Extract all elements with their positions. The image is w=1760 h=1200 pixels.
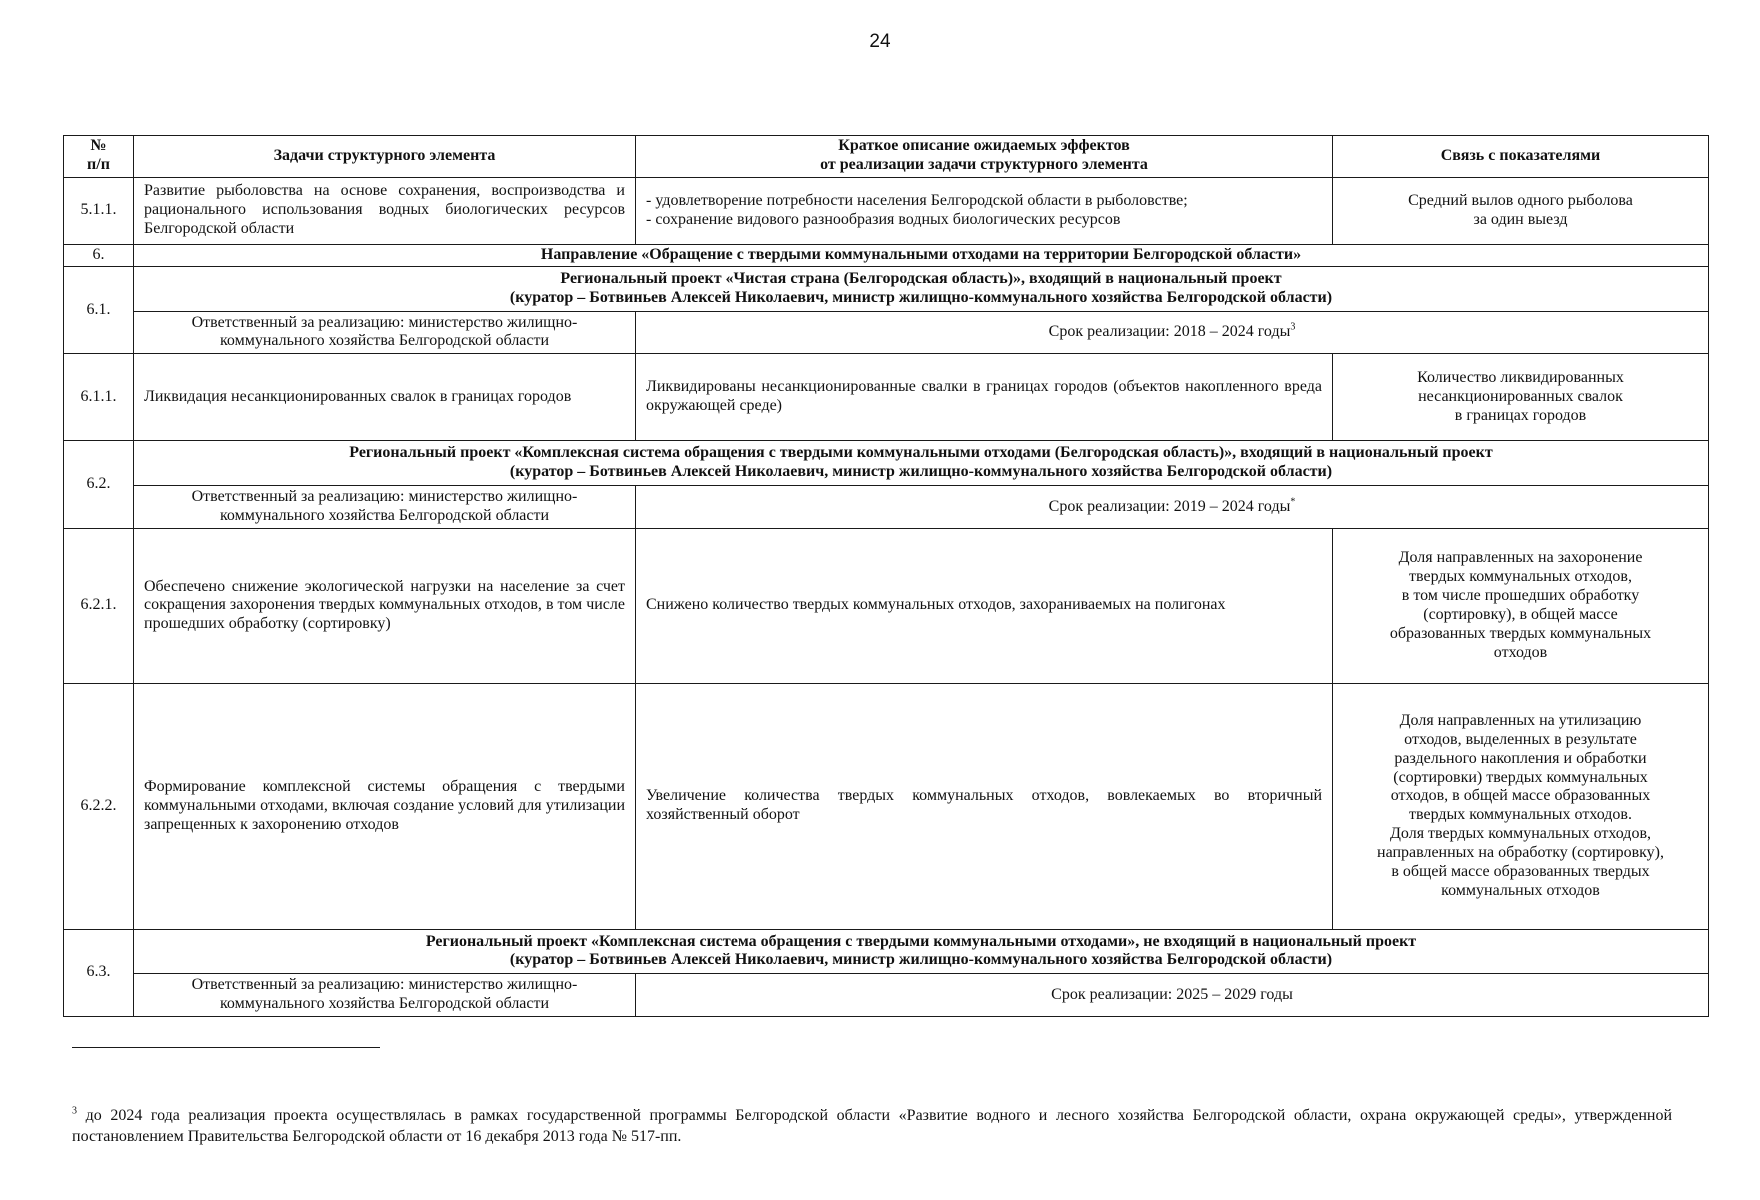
header-effects: Краткое описание ожидаемых эффектов от реализации задачи структурного элемента: [636, 136, 1333, 178]
project-title-row: [64, 929, 1709, 974]
task-cell: Ликвидация несанкционированных свалок в границах городов: [134, 354, 636, 441]
project-meta-row: [64, 974, 1709, 1017]
task-cell: Развитие рыболовства на основе сохранения, воспроизводства и рационального использования водных биологических ресурсов Белгородской области: [134, 177, 636, 244]
indicator-cell: Количество ликвидированных несанкционированных свалок в границах городов: [1333, 354, 1709, 441]
table-row: [64, 177, 1709, 244]
responsible-cell: Ответственный за реализацию: министерство жилищно- коммунального хозяйства Белгородской области: [134, 486, 636, 529]
term-cell: Срок реализации: 2018 – 2024 годы$^3$: [636, 311, 1709, 354]
effect-cell: Снижено количество твердых коммунальных отходов, захораниваемых на полигонах: [636, 528, 1333, 683]
effect-cell: Ликвидированы несанкционированные свалки в границах городов (объектов накопленного вреда окружающей среде): [636, 354, 1333, 441]
header-indicators: Связь с показателями: [1333, 136, 1709, 178]
row-number: 6.2.: [64, 441, 134, 528]
project-title: Региональный проект «Чистая страна (Белгородская область)», входящий в национальный проект (куратор – Ботвиньев Алексей Николаевич, министр жилищно-коммунального хозяйства Белгородской области): [134, 266, 1709, 311]
effect-cell: - удовлетворение потребности населения Белгородской области в рыболовстве; - сохранение видового разнообразия водных биологических ресурсов: [636, 177, 1333, 244]
footnote-divider: [72, 1047, 380, 1048]
project-title: Региональный проект «Комплексная система обращения с твердыми коммунальными отходами», не входящий в национальный проект (куратор – Ботвиньев Алексей Николаевич, министр жилищно-коммунального хозяйства Белгородской области): [134, 929, 1709, 974]
row-number: 6.: [64, 244, 134, 266]
direction-title: Направление «Обращение с твердыми коммунальными отходами на территории Белгородской области»: [134, 244, 1709, 266]
table-row: [64, 528, 1709, 683]
row-number: 6.2.2.: [64, 684, 134, 930]
project-title-row: [64, 441, 1709, 486]
row-number: 6.1.: [64, 266, 134, 353]
direction-row: [64, 244, 1709, 266]
header-number: № п/п: [64, 136, 134, 178]
project-meta-row: [64, 486, 1709, 529]
header-tasks: Задачи структурного элемента: [134, 136, 636, 178]
indicator-cell: Средний вылов одного рыболова за один выезд: [1333, 177, 1709, 244]
footnote-reference: *: [1290, 496, 1296, 508]
task-cell: Обеспечено снижение экологической нагрузки на население за счет сокращения захоронения твердых коммунальных отходов, в том числе прошедших обработку (сортировку): [134, 528, 636, 683]
row-number: 5.1.1.: [64, 177, 134, 244]
responsible-cell: Ответственный за реализацию: министерство жилищно- коммунального хозяйства Белгородской области: [134, 311, 636, 354]
table-row: [64, 684, 1709, 930]
project-meta-row: [64, 311, 1709, 354]
project-title: Региональный проект «Комплексная система обращения с твердыми коммунальными отходами (Белгородская область)», входящий в национальный проект (куратор – Ботвиньев Алексей Николаевич, министр жилищно-коммунального хозяйства Белгородской области): [134, 441, 1709, 486]
footnote-text: до 2024 года реализация проекта осуществлялась в рамках государственной программы Белгородской области «Развитие водного и лесного хозяйства Белгородской области, охрана окружающей среды», утвержденной постановлением Правительства Белгородской области от 16 декабря 2013 года № 517-пп.: [72, 1107, 1672, 1145]
table-row: [64, 354, 1709, 441]
indicator-cell: Доля направленных на захоронение твердых коммунальных отходов, в том числе прошедших обработку (сортировку), в общей массе образованных твердых коммунальных отходов: [1333, 528, 1709, 683]
term-cell: Срок реализации: 2019 – 2024 годы*: [636, 486, 1709, 529]
task-cell: Формирование комплексной системы обращения с твердыми коммунальными отходами, включая создание условий для утилизации запрещенных к захоронению отходов: [134, 684, 636, 930]
row-number: 6.2.1.: [64, 528, 134, 683]
effect-cell: Увеличение количества твердых коммунальных отходов, вовлекаемых во вторичный хозяйственный оборот: [636, 684, 1333, 930]
row-number: 6.1.1.: [64, 354, 134, 441]
responsible-cell: Ответственный за реализацию: министерство жилищно- коммунального хозяйства Белгородской области: [134, 974, 636, 1017]
project-title-row: [64, 266, 1709, 311]
table-header-row: [64, 136, 1709, 178]
row-number: 6.3.: [64, 929, 134, 1016]
footnote-mark: 3: [72, 1105, 77, 1117]
program-table: [63, 135, 1709, 1017]
indicator-cell: Доля направленных на утилизацию отходов, выделенных в результате раздельного накопления и обработки (сортировки) твердых коммунальных отходов, в общей массе образованных твердых коммунальных отходов. Доля твердых коммунальных отходов, направленных на обработку (сортировку), в общей массе образованных твердых коммунальных отходов: [1333, 684, 1709, 930]
footnote: [72, 1106, 1672, 1148]
footnote-reference: 3: [1290, 321, 1296, 333]
page-number: 24: [869, 31, 891, 52]
term-cell: Срок реализации: 2025 – 2029 годы: [636, 974, 1709, 1017]
